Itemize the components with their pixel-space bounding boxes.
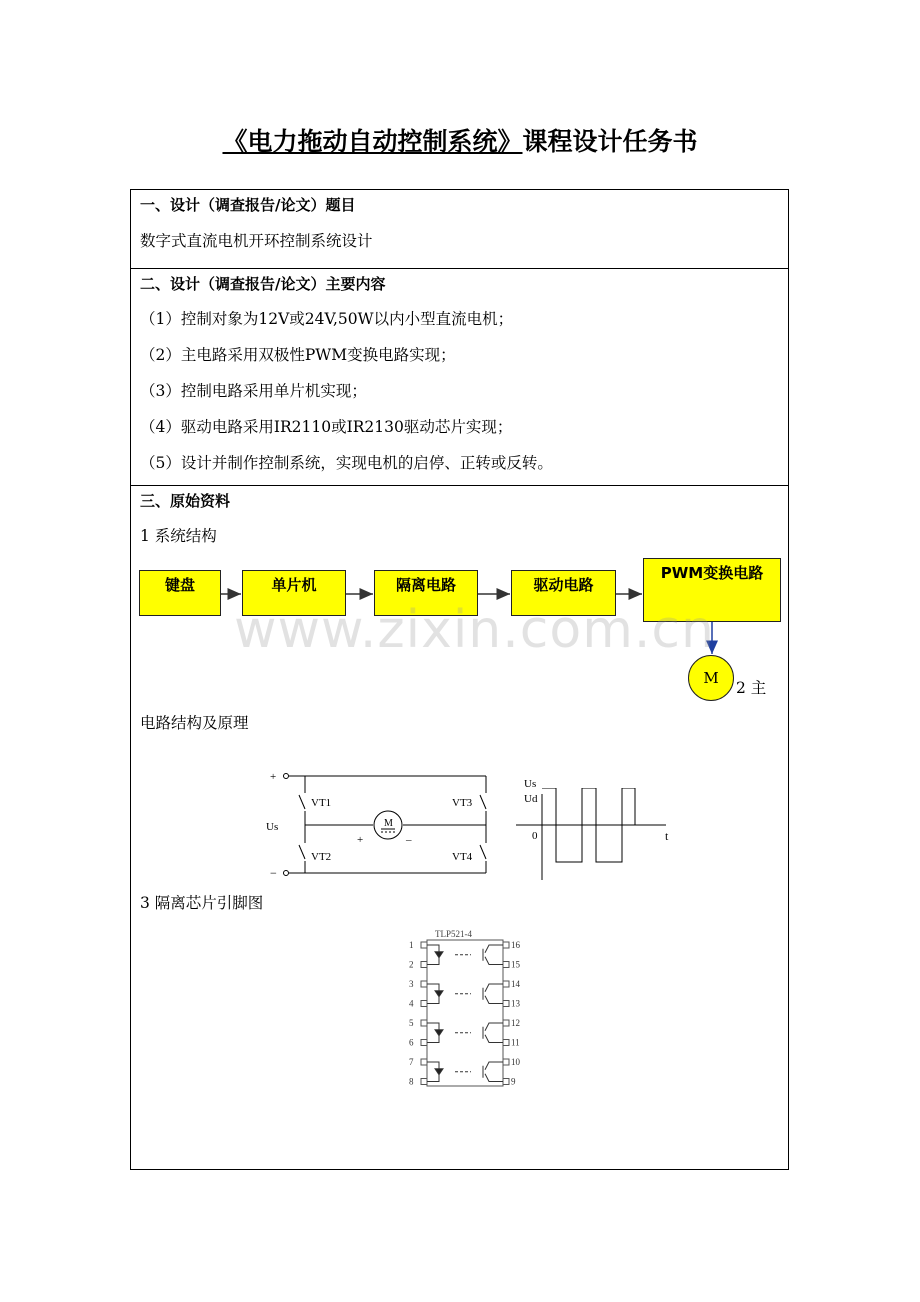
motor-minus-label: _ [406, 830, 412, 842]
pin-right [503, 1059, 509, 1065]
content-item-3: （3）控制电路采用单片机实现； [140, 382, 367, 400]
subheading-main-circuit-start: 2 主 [736, 679, 767, 697]
pin-label-right: 11 [511, 1037, 520, 1048]
section3-heading: 三、原始资料 [140, 492, 231, 510]
h-bridge-circuit [260, 765, 500, 880]
waveform-origin-label: 0 [532, 830, 538, 842]
phototransistor-symbol [483, 1023, 503, 1043]
section1-heading: 一、设计（调查报告/论文）题目 [140, 196, 356, 214]
chip-name: TLP521-4 [435, 929, 472, 939]
waveform-ud-label: Ud [524, 793, 538, 805]
tlp521-pinout [405, 928, 525, 1090]
pin-label-left: 3 [409, 979, 414, 989]
pin-label-left: 8 [409, 1076, 414, 1087]
pin-left [421, 1020, 427, 1026]
waveform-us-text: Us [524, 778, 537, 790]
bridge-minus-label: − [270, 866, 277, 880]
pin-left [421, 1059, 427, 1065]
vt3-label: VT3 [452, 797, 473, 809]
pin-label-right: 16 [511, 940, 520, 950]
led-symbol [435, 1069, 443, 1075]
content-item-5: （5）设计并制作控制系统，实现电机的启停、正转或反转。 [140, 454, 553, 472]
pin-left [421, 962, 427, 968]
pin-label-left: 5 [409, 1018, 414, 1028]
pin-right [503, 1020, 509, 1026]
pin-label-right: 14 [511, 979, 520, 989]
section1-topic: 数字式直流电机开环控制系统设计 [140, 232, 373, 250]
subheading-isolation-chip: 3 隔离芯片引脚图 [140, 894, 264, 912]
block-driver: 驱动电路 [511, 570, 616, 616]
pin-label-left: 2 [409, 959, 414, 970]
led-symbol [435, 1030, 443, 1036]
pin-label-right: 10 [511, 1057, 520, 1067]
pin-left [421, 1079, 427, 1085]
pin-left [421, 981, 427, 987]
phototransistor-symbol [483, 1062, 503, 1082]
pin-label-right: 15 [511, 959, 520, 970]
pin-right [503, 942, 509, 948]
pin-label-left: 4 [409, 998, 414, 1009]
section2-heading: 二、设计（调查报告/论文）主要内容 [140, 275, 386, 293]
bridge-plus-label: + [270, 771, 277, 783]
pin-label-left: 6 [409, 1037, 414, 1048]
bridge-us-label: Us [266, 821, 279, 833]
title-suffix: 课程设计任务书 [522, 127, 698, 156]
subheading-system-structure: 1 系统结构 [140, 527, 217, 545]
pin-label-left: 7 [409, 1057, 414, 1067]
waveform-t-label: t [665, 829, 669, 843]
pin-left [421, 1001, 427, 1007]
watermark: www.zixin.com.cn [234, 600, 715, 660]
block-isolation: 隔离电路 [374, 570, 478, 616]
pin-label-right: 12 [511, 1018, 520, 1028]
motor-symbol: M [688, 655, 734, 701]
block-pwm-converter: PWM变换电路 [643, 558, 781, 622]
led-symbol [435, 991, 443, 997]
content-item-2: （2）主电路采用双极性PWM变换电路实现； [140, 346, 456, 364]
pwm-waveform [512, 788, 682, 883]
motor-plus-label: + [357, 834, 364, 846]
vt2-label: VT2 [311, 851, 332, 863]
led-symbol [435, 952, 443, 958]
pin-right [503, 962, 509, 968]
pin-right [503, 1040, 509, 1046]
pin-left [421, 1040, 427, 1046]
pin-left [421, 942, 427, 948]
pin-right [503, 981, 509, 987]
block-mcu: 单片机 [242, 570, 346, 616]
pin-label-right: 9 [511, 1076, 516, 1087]
subheading-main-circuit: 电路结构及原理 [140, 714, 249, 732]
vt4-label: VT4 [452, 851, 473, 863]
content-item-1: （1）控制对象为12V或24V,50W以内小型直流电机； [140, 310, 514, 328]
vt1-label: VT1 [311, 797, 332, 809]
phototransistor-symbol [483, 945, 503, 965]
title-course-name: 《电力拖动自动控制系统》 [222, 127, 523, 156]
phototransistor-symbol [483, 984, 503, 1004]
pin-label-left: 1 [409, 940, 414, 950]
pin-right [503, 1001, 509, 1007]
content-item-4: （4）驱动电路采用IR2110或IR2130驱动芯片实现； [140, 418, 513, 436]
block-keyboard: 键盘 [139, 570, 221, 616]
pin-label-right: 13 [511, 998, 520, 1009]
pin-right [503, 1079, 509, 1085]
bridge-motor-label: M [384, 818, 393, 829]
